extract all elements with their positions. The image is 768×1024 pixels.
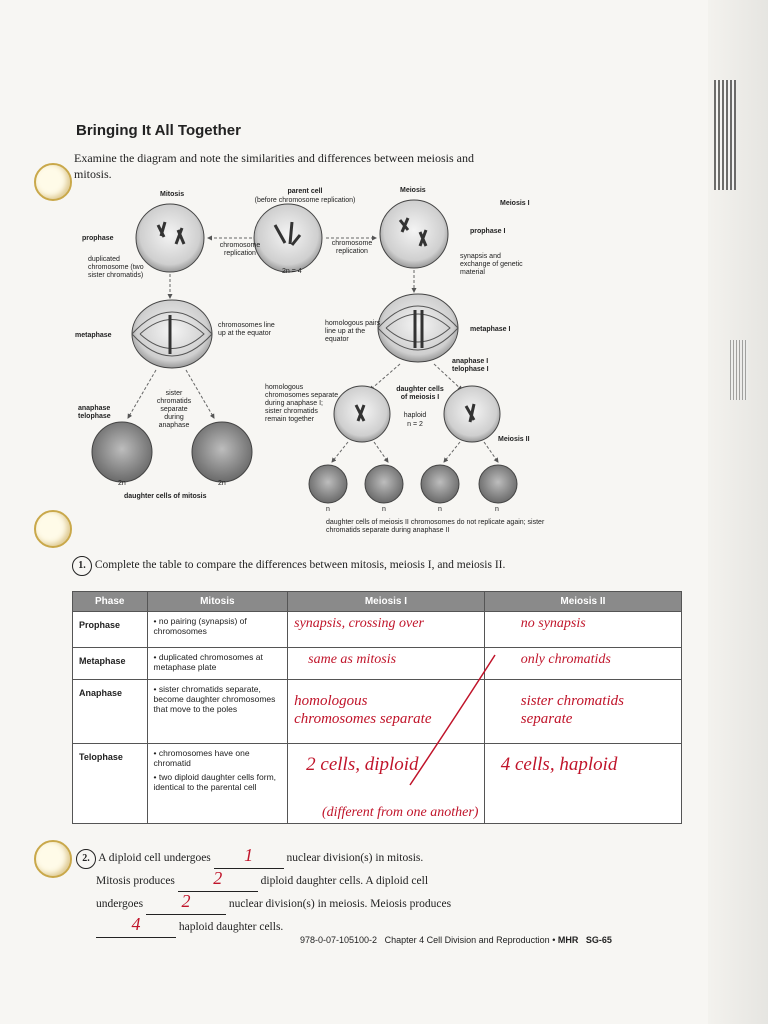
question-2-line3a: undergoes <box>96 898 144 910</box>
mitosis-daughter-cell-2 <box>192 422 252 482</box>
label-sister-separate: sister chromatids separate during anaphase <box>156 390 192 429</box>
question-2-line4b: haploid daughter cells. <box>178 921 284 933</box>
question-2-line3b: nuclear division(s) in meiosis. Meiosis produces <box>228 898 452 910</box>
answer-blank-3[interactable]: 2 <box>146 892 226 915</box>
answer-blank-1[interactable]: 1 <box>214 846 284 869</box>
question-1 <box>72 556 512 576</box>
label-2n-left: 2n <box>118 480 126 487</box>
label-prophase: prophase <box>82 235 114 242</box>
mitosis-metaphase-cell <box>132 300 212 368</box>
page-footer: 978-0-07-105100-2 Chapter 4 Cell Division and Reproduction • MHR SG-65 <box>300 935 612 945</box>
label-n-2: n = 2 <box>407 421 423 428</box>
label-meiosis: Meiosis <box>400 187 426 194</box>
question-2-line2a: Mitosis produces <box>96 875 175 887</box>
table-row <box>73 680 682 744</box>
question-2 <box>76 846 496 938</box>
meiosis-i-answer[interactable]: homologous chromosomes separate <box>288 680 485 744</box>
meiosis-ii-answer[interactable]: 4 cells, haploid <box>484 744 681 824</box>
mitosis-cell: • sister chromatids separate, become daughter chromosomes that move to the poles <box>147 680 288 744</box>
meiosis-prophase-cell <box>380 200 448 268</box>
table-row <box>73 648 682 680</box>
phase-cell: Anaphase <box>73 680 148 744</box>
footer-page-number: SG-65 <box>585 935 612 945</box>
label-2n-4: 2n = 4 <box>282 268 302 275</box>
meiosis-ii-answer[interactable]: no synapsis <box>484 612 681 648</box>
label-anaphase-telophase-i: anaphase I telophase I <box>452 358 489 373</box>
punch-hole-bottom <box>34 840 72 878</box>
header-meiosis-ii: Meiosis II <box>484 592 681 612</box>
page-title: Bringing It All Together <box>76 122 241 139</box>
phase-cell: Telophase <box>73 744 148 824</box>
meiosis-metaphase-cell <box>378 294 458 362</box>
intro-text: Examine the diagram and note the similarities and differences between meiosis and mitosis. <box>74 151 474 181</box>
meiosis-i-answer[interactable]: same as mitosis <box>288 648 485 680</box>
label-daughter-meiosis-i: daughter cells of meiosis I <box>396 386 444 401</box>
meiosis-ii-daughter-cell-4 <box>479 465 517 503</box>
label-daughter-mitosis: daughter cells of mitosis <box>124 493 207 500</box>
scan-binding-marks-lower <box>730 340 748 400</box>
table-row <box>73 612 682 648</box>
comparison-table <box>72 591 682 824</box>
phase-cell: Prophase <box>73 612 148 648</box>
label-chromosomes-line-up: chromosomes line up at the equator <box>218 322 275 337</box>
scan-binding-marks <box>714 80 736 190</box>
label-chromosome-replication-left: chromosome replication <box>219 242 261 257</box>
meiosis-ii-daughter-cell-1 <box>309 465 347 503</box>
label-n-4: n <box>495 506 499 513</box>
question-2-line2b: diploid daughter cells. A diploid cell <box>260 875 429 887</box>
mitosis-cell: • no pairing (synapsis) of chromosomes <box>147 612 288 648</box>
label-2n-right: 2n <box>218 480 226 487</box>
header-phase: Phase <box>73 592 148 612</box>
meiosis-ii-daughter-cell-2 <box>365 465 403 503</box>
footer-chapter: Chapter 4 Cell Division and Reproduction <box>384 935 550 945</box>
handwritten-note-different: (different from one another) <box>322 805 479 820</box>
header-mitosis: Mitosis <box>147 592 288 612</box>
label-daughter-meiosis-ii: daughter cells of meiosis II chromosomes do not replicate again; sister chromatids separate during anaphase II <box>326 519 545 534</box>
label-anaphase-telophase: anaphase telophase <box>78 405 111 420</box>
meiosis-ii-answer[interactable]: sister chromatids separate <box>484 680 681 744</box>
label-n-1: n <box>326 506 330 513</box>
answer-blank-4[interactable]: 4 <box>96 915 176 938</box>
question-2-number: 2. <box>76 849 96 869</box>
label-n-3: n <box>438 506 442 513</box>
label-homologous-pairs: homologous pairs line up at the equator <box>325 320 381 343</box>
question-1-number: 1. <box>72 556 92 576</box>
question-2-line1a: A diploid cell undergoes <box>98 852 211 864</box>
label-duplicated-chromosome: duplicated chromosome (two sister chromatids) <box>88 256 144 279</box>
mitosis-cell: • chromosomes have one chromatid • two diploid daughter cells form, identical to the parental cell <box>147 744 288 824</box>
label-meiosis-ii: Meiosis II <box>498 436 530 443</box>
label-prophase-i: prophase I <box>470 228 506 235</box>
label-homologous-separate: homologous chromosomes separate during anaphase I; sister chromatids remain together <box>265 384 339 423</box>
label-n-2b: n <box>382 506 386 513</box>
label-metaphase-i: metaphase I <box>470 326 511 333</box>
question-2-line1b: nuclear division(s) in mitosis. <box>286 852 424 864</box>
header-meiosis-i: Meiosis I <box>288 592 485 612</box>
label-synapsis: synapsis and exchange of genetic material <box>460 253 523 276</box>
label-mitosis: Mitosis <box>160 191 185 198</box>
label-metaphase: metaphase <box>75 332 112 339</box>
label-parent-cell: parent cell <box>287 188 323 195</box>
meiosis-ii-daughter-cell-3 <box>421 465 459 503</box>
footer-publisher: MHR <box>557 935 579 945</box>
label-haploid: haploid <box>403 412 427 419</box>
answer-blank-2[interactable]: 2 <box>178 869 258 892</box>
parent-cell <box>254 204 322 272</box>
meiosis-i-answer[interactable]: synapsis, crossing over <box>288 612 485 648</box>
meiosis-ii-answer[interactable]: only chromatids <box>484 648 681 680</box>
meiosis-i-answer[interactable]: 2 cells, diploid <box>288 744 485 824</box>
footer-isbn: 978-0-07-105100-2 <box>300 935 378 945</box>
punch-hole-middle <box>34 510 72 548</box>
phase-cell: Metaphase <box>73 648 148 680</box>
label-meiosis-i: Meiosis I <box>500 200 530 207</box>
punch-hole-top <box>34 163 72 201</box>
handwritten-slash <box>400 650 520 790</box>
label-chromosome-replication-right: chromosome replication <box>331 240 373 255</box>
label-parent-cell-sub: (before chromosome replication) <box>254 197 356 204</box>
mitosis-cell: • duplicated chromosomes at metaphase plate <box>147 648 288 680</box>
question-1-text: Complete the table to compare the differences between mitosis, meiosis I, and meiosis II. <box>94 559 506 571</box>
mitosis-daughter-cell-1 <box>92 422 152 482</box>
